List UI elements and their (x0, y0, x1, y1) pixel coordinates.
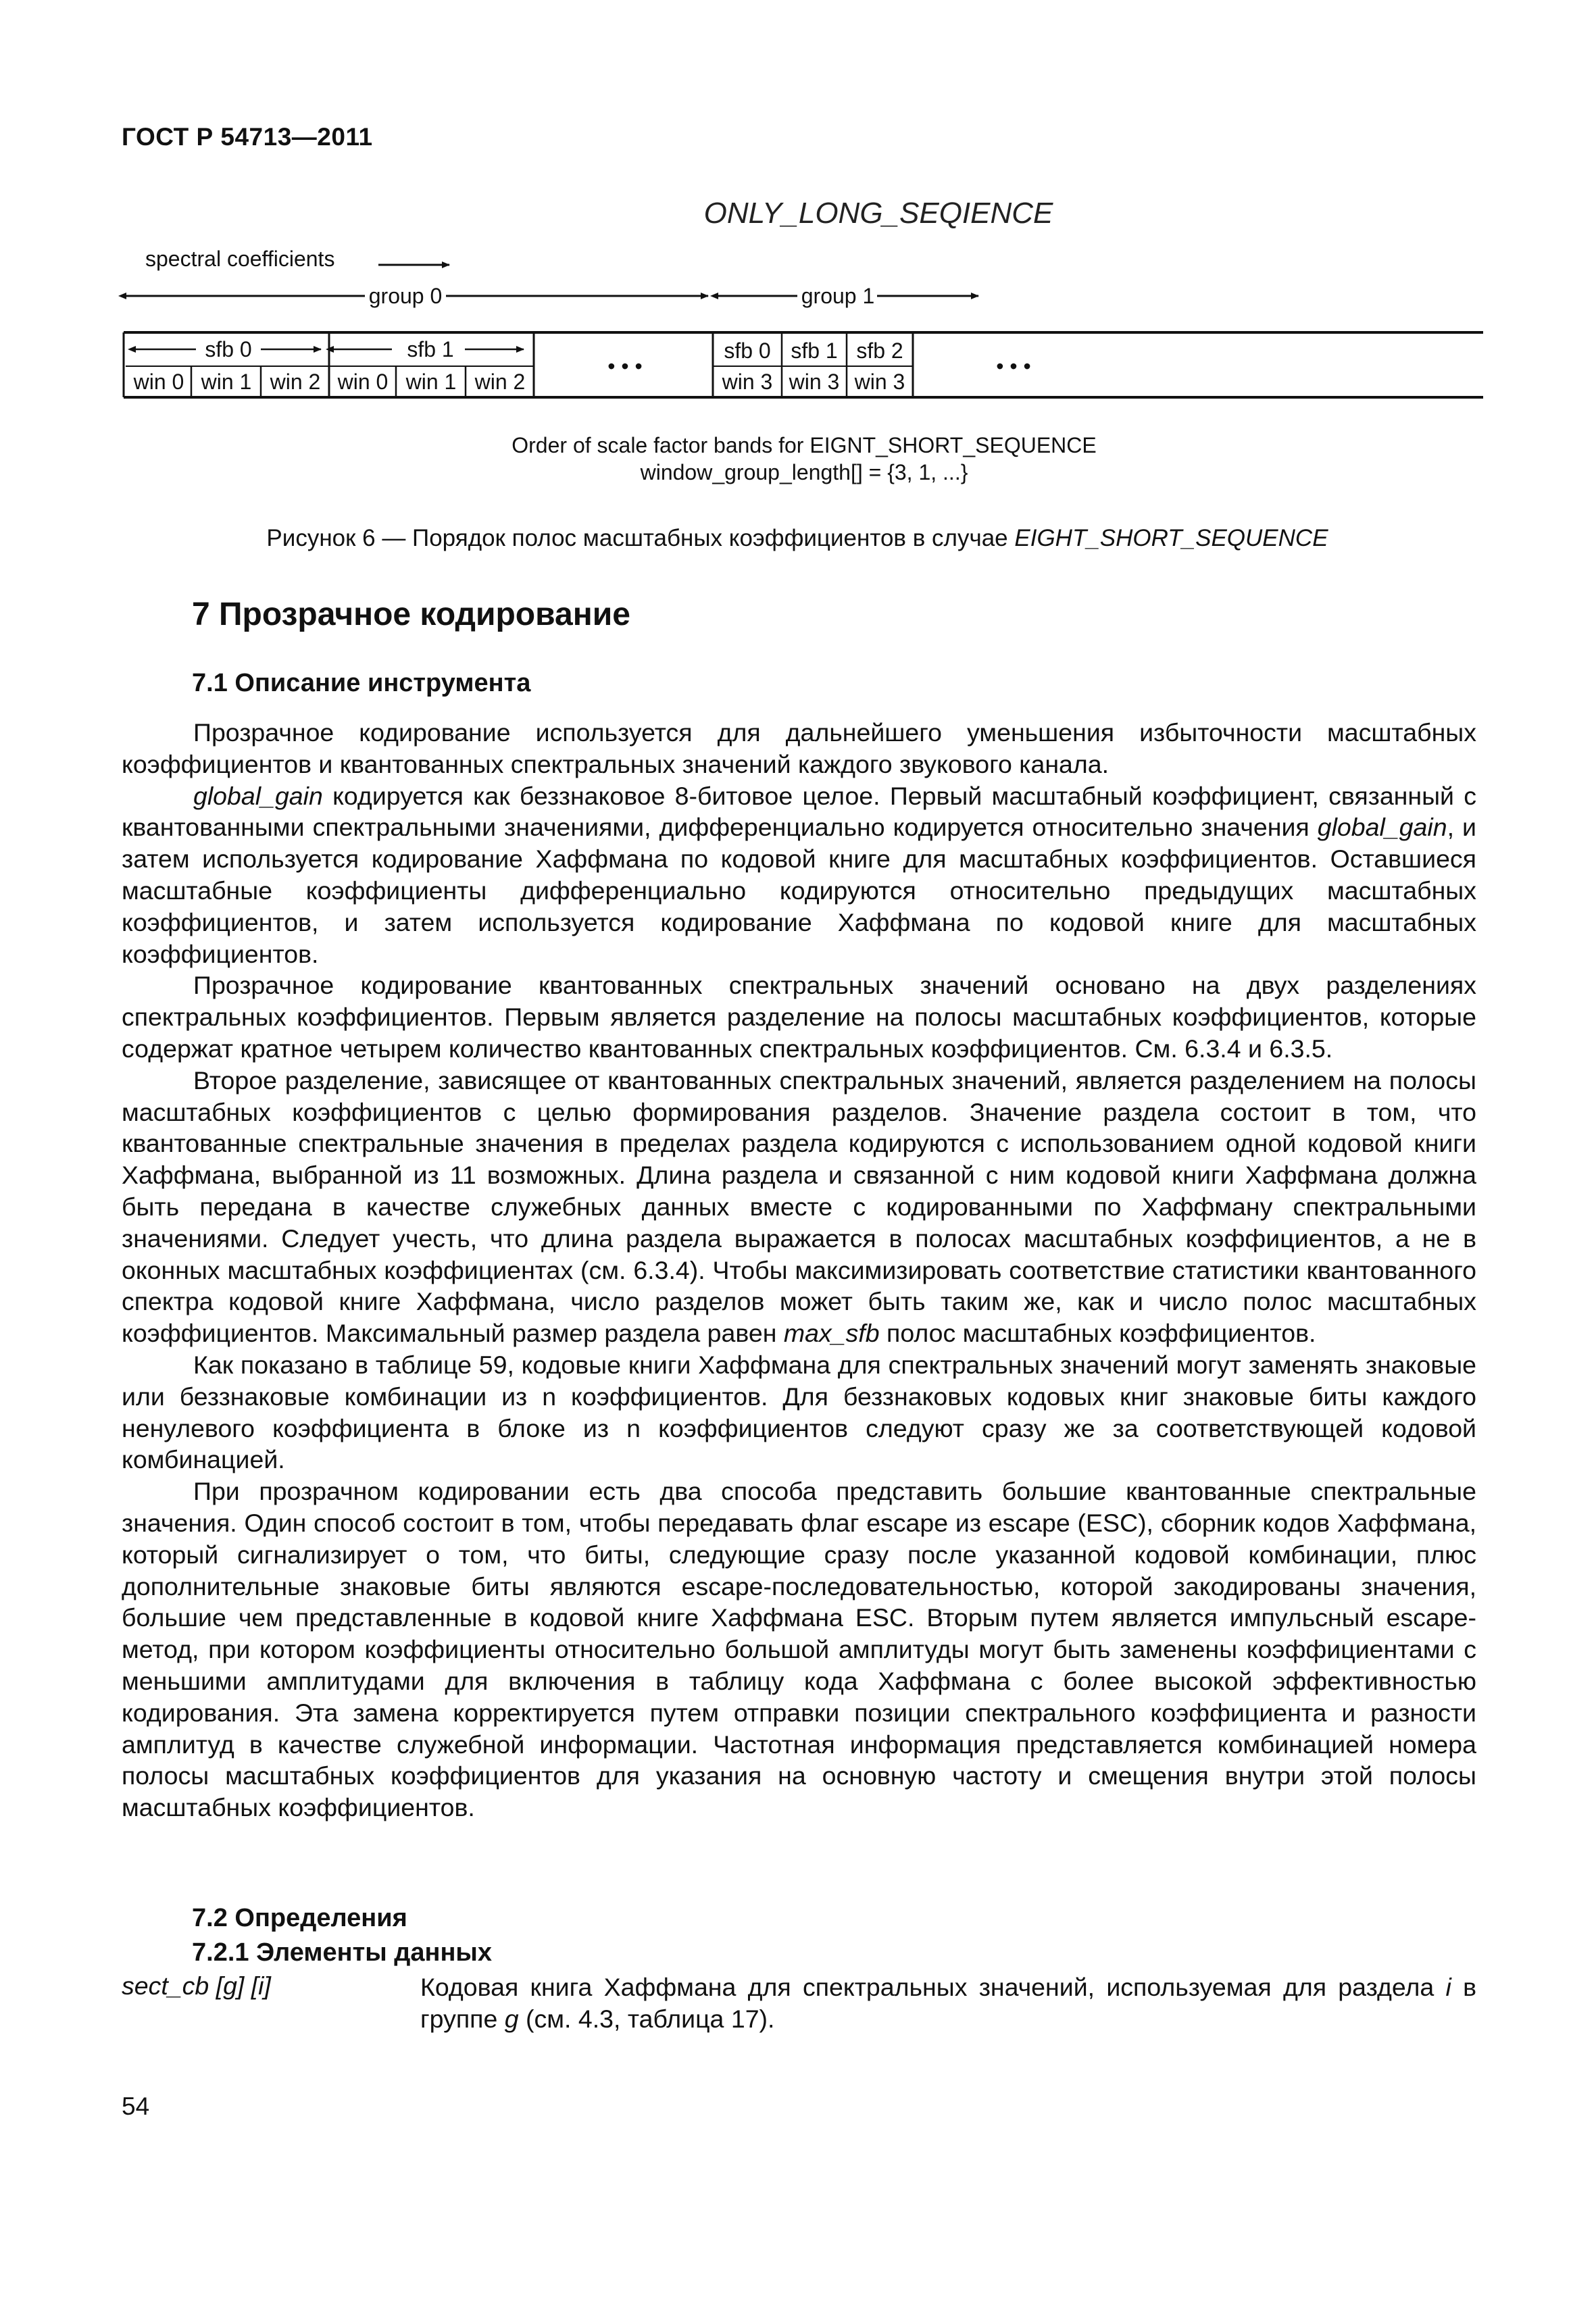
ellipsis-group0: • • • (607, 354, 643, 378)
sfb-cell: sfb 1 (791, 338, 838, 363)
win-cell: win 3 (722, 370, 773, 394)
win-cell: win 2 (270, 370, 321, 394)
win-cell: win 2 (474, 370, 526, 394)
win-cell: win 3 (854, 370, 905, 394)
subsection-title-7-1: 7.1 Описание инструмента (192, 669, 531, 697)
paragraph: Прозрачное кодирование квантованных спектральных значений основано на двух разделениях спектральных коэффициентов. Первым является разделение на полосы масштабных коэффициентов, которые содержат кратное четырем количество квантованных спектральных коэффициентов. См. 6.3.4 и 6.3.5. (122, 971, 1476, 1063)
figure-caption: Рисунок 6 — Порядок полос масштабных коэффициентов в случае EIGHT_SHORT_SEQUENCE (266, 525, 1328, 551)
sfb-cell: sfb 2 (856, 338, 903, 363)
group1-label: group 1 (801, 284, 875, 308)
paragraph: Прозрачное кодирование используется для дальнейшего уменьшения избыточности масштабных коэффициентов и квантованных спектральных значений каждого звукового канала. (122, 718, 1476, 778)
win-cell: win 1 (405, 370, 457, 394)
page-number: 54 (122, 2092, 150, 2120)
win-cell: win 0 (133, 370, 184, 394)
win-cell: win 0 (337, 370, 389, 394)
document-header: ГОСТ Р 54713—2011 (122, 123, 373, 151)
body-text (122, 717, 1476, 1823)
figure-caption-line1: Order of scale factor bands for EIGNT_SHORT_SEQUENCE (512, 433, 1097, 457)
paragraph: global_gain кодируется как беззнаковое 8-битовое целое. Первый масштабный коэффициент, связанный с квантованными спектральными значениями, дифференциально кодируется относительно значения global_gain, и затем используется кодирование Хаффмана по кодовой книге для масштабных коэффициентов. Оставшиеся масштабные коэффициенты дифференциально кодируются относительно предыдущих масштабных коэффициентов, и затем используется кодирование Хаффмана по кодовой книге для масштабных коэффициентов. (122, 781, 1476, 968)
section-title: 7 Прозрачное кодирование (192, 597, 630, 632)
paragraph: При прозрачном кодировании есть два способа представить большие квантованные спектральные значения. Один способ состоит в том, чтобы передавать флаг escape из escape (ESC), сборник кодов Хаффмана, который сигнализирует о том, что биты, следующие сразу после указанной кодовой комбинации, плюс дополнительные знаковые биты являются escape-последовательностью, которой закодированы значения, большие чем представленные в кодовой книге Хаффмана ESC. Вторым путем является импульсный escape-метод, при котором коэффициенты относительно большой амплитуды могут быть заменены коэффициентами с меньшими амплитудами для включения в таблицу кода Хаффмана с более высокой эффективностью кодирования. Эта замена корректируется путем отправки позиции спектрального коэффициента и разности амплитуд в качестве служебной информации. Частотная информация представляется комбинацией номера полосы масштабных коэффициентов для указания на основную частоту и смещения внутри этой полосы масштабных коэффициентов. (122, 1477, 1476, 1822)
definition-text: Кодовая книга Хаффмана для спектральных значений, используемая для раздела i в группе g (см. 4.3, таблица 17). (420, 1973, 1477, 2033)
figure-caption-line2: window_group_length[] = {3, 1, ...} (640, 460, 968, 484)
group0-label: group 0 (368, 284, 443, 308)
win-cell: win 1 (201, 370, 252, 394)
subsection-title-7-2-1: 7.2.1 Элементы данных (192, 1938, 492, 1967)
win-cell: win 3 (789, 370, 840, 394)
spectral-coefficients-label: spectral coefficients (145, 247, 335, 271)
subsection-title-7-2: 7.2 Определения (192, 1904, 407, 1932)
paragraph: Как показано в таблице 59, кодовые книги Хаффмана для спектральных значений могут заменять знаковые или беззнаковые комбинации из n коэффициентов. Для беззнаковых кодовых книг знаковые биты каждого ненулевого коэффициента в блоке из n коэффициентов следуют сразу же за соответствующей кодовой комбинацией. (122, 1350, 1476, 1474)
definition-term: sect_cb [g] [i] (122, 1971, 271, 2000)
paragraph: Второе разделение, зависящее от квантованных спектральных значений, является разделением на полосы масштабных коэффициентов с целью формирования разделов. Значение раздела состоит в том, что квантованные спектральные значения в пределах раздела кодируются с использованием одной кодовой книги Хаффмана, выбранной из 11 возможных. Длина раздела и связанной с ним кодовой книги Хаффмана должна быть передана в качестве служебных данных вместе с кодированными по Хаффману спектральными значениями. Следует учесть, что длина раздела выражается в полосах масштабных коэффициентов, а не в оконных масштабных коэффициентах (см. 6.3.4). Чтобы максимизировать соответствие статистики квантованного спектра кодовой книге Хаффмана, число разделов может быть таким же, как и число полос масштабных коэффициентов. Максимальный размер раздела равен max_sfb полос масштабных коэффициентов. (122, 1065, 1476, 1348)
sfb-cell: sfb 0 (724, 338, 771, 363)
ellipsis-group1: • • • (996, 354, 1031, 378)
figure-title: ONLY_LONG_SEQIENCE (703, 197, 1053, 230)
sfb1-label: sfb 1 (407, 337, 454, 361)
sfb0-label: sfb 0 (205, 337, 252, 361)
